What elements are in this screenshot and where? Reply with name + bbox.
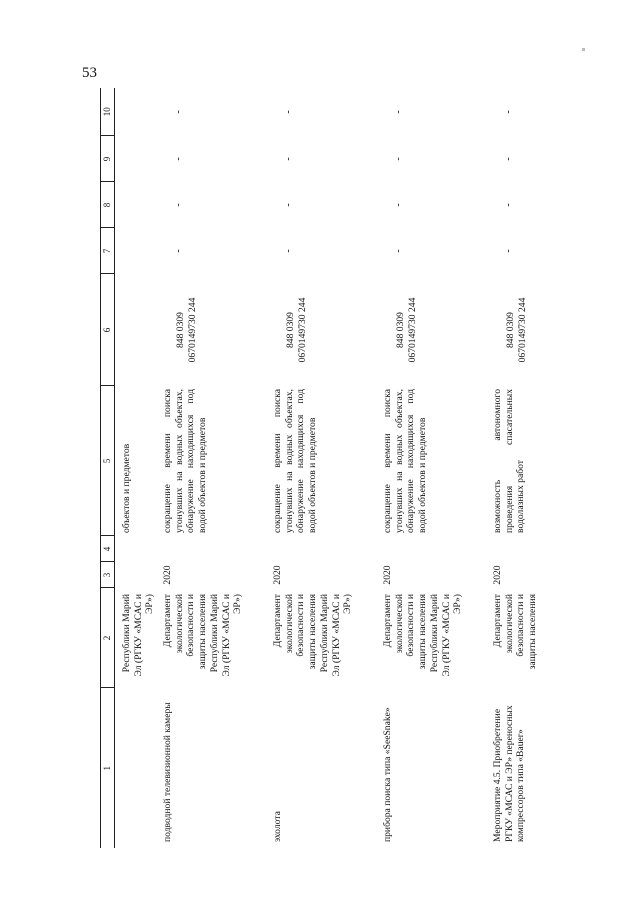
budget-code-line1: 848 0309 <box>175 312 187 348</box>
col-header-7: 7 <box>101 228 115 274</box>
rotated-table-container <box>100 88 540 848</box>
budget-code-line2: 0670149730 244 <box>406 297 418 363</box>
row-name: прибора поиска типа «SeeSnake» <box>382 707 394 842</box>
row-result: сокращение времени поиска утонувших на водных объектах, обнаружение находящихся под водой объектов и предметов <box>162 389 209 533</box>
row-col10: - <box>393 110 405 114</box>
page-number: 53 <box>82 65 97 81</box>
row-col10: - <box>283 110 295 114</box>
col-header-5: 5 <box>101 386 115 536</box>
continuation-result: объектов и предметов <box>120 443 132 533</box>
row-col9: - <box>283 157 295 161</box>
row-executor: Департамент экологической безопасности и защиты населения Республики Марий Эл (РГКУ «МСАС и ЭР») <box>382 594 464 677</box>
row-col8: - <box>393 203 405 207</box>
row-col8: - <box>173 203 185 207</box>
row-col8: - <box>283 203 295 207</box>
table-row <box>269 88 379 848</box>
row-name: подводной телевизионной камеры <box>162 702 174 842</box>
table-row <box>379 88 489 848</box>
table-row <box>159 88 269 848</box>
row-col9: - <box>503 157 515 161</box>
row-col9: - <box>393 157 405 161</box>
row-col7: - <box>503 249 515 253</box>
row-executor: Департамент экологической безопасности и защиты населения Республики Марий Эл (РГКУ «МСАС и ЭР») <box>272 594 354 677</box>
budget-code-line1: 848 0309 <box>285 312 297 348</box>
col-header-3: 3 <box>101 562 115 588</box>
col-header-2: 2 <box>101 588 115 688</box>
col-header-6: 6 <box>101 274 115 386</box>
budget-code-line2: 0670149730 244 <box>186 297 198 363</box>
row-name: эхолота <box>272 811 284 842</box>
program-table <box>100 88 555 848</box>
table-row <box>489 88 555 848</box>
row-result: сокращение времени поиска утонувших на водных объектах, обнаружение находящихся под водой объектов и предметов <box>382 389 429 533</box>
column-number-row <box>101 88 115 848</box>
row-end <box>379 536 489 562</box>
row-budget-code <box>159 274 269 386</box>
row-col7: - <box>283 249 295 253</box>
row-executor: Департамент экологической безопасности и защиты населения <box>492 594 539 670</box>
col-header-9: 9 <box>101 136 115 182</box>
row-col10: - <box>173 110 185 114</box>
row-budget-code <box>489 274 555 386</box>
row-end <box>269 536 379 562</box>
row-end <box>489 536 555 562</box>
scan-speck <box>582 48 585 51</box>
row-col7: - <box>173 249 185 253</box>
budget-code-line1: 848 0309 <box>395 312 407 348</box>
row-col10: - <box>503 110 515 114</box>
continuation-row <box>114 88 159 848</box>
row-start: 2020 <box>272 565 284 585</box>
row-budget-code <box>269 274 379 386</box>
row-col8: - <box>503 203 515 207</box>
row-end <box>159 536 269 562</box>
row-col9: - <box>173 157 185 161</box>
row-result: возможность автономного проведения спасательных водолазных работ <box>492 389 527 533</box>
budget-code-line2: 0670149730 244 <box>516 297 528 363</box>
row-budget-code <box>379 274 489 386</box>
row-result: сокращение времени поиска утонувших на водных объектах, обнаружение находящихся под водой объектов и предметов <box>272 389 319 533</box>
row-name: Мероприятие 4.5. Приобретение РГКУ «МСАС и ЭР» переносных компрессоров типа «Bauer» <box>492 705 527 842</box>
col-header-4: 4 <box>101 536 115 562</box>
budget-code-line1: 848 0309 <box>505 312 517 348</box>
continuation-executor: Республики Марий Эл (РГКУ «МСАС и ЭР») <box>120 594 156 677</box>
col-header-10: 10 <box>101 88 115 136</box>
row-start: 2020 <box>492 565 504 585</box>
row-start: 2020 <box>382 565 394 585</box>
row-executor: Департамент экологической безопасности и защиты населения Республики Марий Эл (РГКУ «МСАС и ЭР») <box>162 594 244 677</box>
row-start: 2020 <box>162 565 174 585</box>
row-col7: - <box>393 249 405 253</box>
col-header-8: 8 <box>101 182 115 228</box>
budget-code-line2: 0670149730 244 <box>296 297 308 363</box>
col-header-1: 1 <box>101 688 115 848</box>
